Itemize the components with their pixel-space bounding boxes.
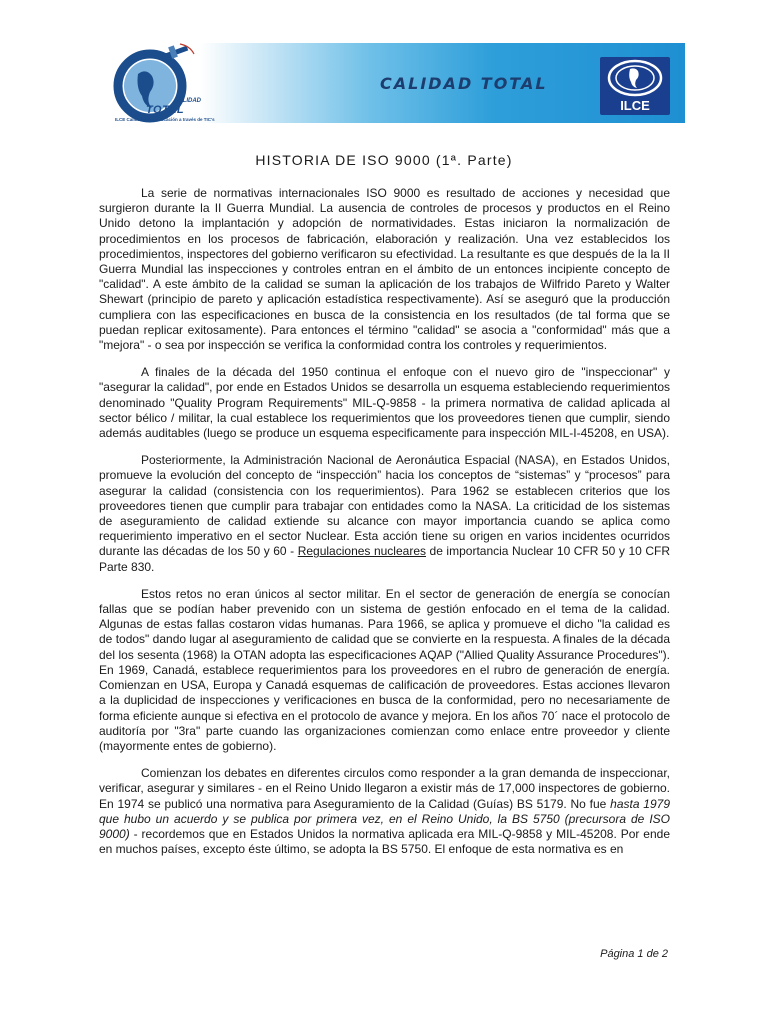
nuclear-regulations-link[interactable]: Regulaciones nucleares xyxy=(297,544,426,559)
page-number: Página 1 de 2 xyxy=(600,948,668,960)
banner-title: CALIDAD TOTAL xyxy=(380,74,548,93)
logo-tagline: ILCE Calidad en la educación a través de TIC's xyxy=(115,117,215,122)
paragraph-5-italic: hasta 1979 que hubo un acuerdo y se publica por primera vez, en el Reino Unido, la BS 5750 (precursora de ISO 9000) xyxy=(99,796,670,841)
paragraph-1: La serie de normativas internacionales ISO 9000 es resultado de acciones y necesidad que surgieron durante la II Guerra Mundial. La ausencia de controles de procesos y productos en el Reino Unido detono la implantación y adopción de normatividades. Estas iniciaron la normalización de procedimientos en los procesos de fabricación, elaboración y realización. Una vez establecidos los procedimientos, inspectores del gobierno verificaron su efectividad. La resultante es que después de la la II Guerra Mundial las inspecciones y controles entran en el ámbito de un entonces incipiente concepto de "calidad". A este ámbito de la calidad se suman la aplicación de los trabajos de Wilfrido Pareto y Walter Shewart (principio de pareto y aplicación estadística respectivamente). Así se aseguró que la producción cumpliera con las especificaciones en busca de la consistencia en los resultados (de tal forma que se puedan replicar exitosamente). Para entonces el término "calidad" se asocia a "conformidad" más que a "mejora" - o sea por inspección se verifica la conformidad contra los controles y requerimientos. xyxy=(99,186,670,353)
paragraph-3 xyxy=(99,453,670,575)
document-body xyxy=(99,186,670,869)
paragraph-5-text-a: Comienzan los debates en diferentes circulos como responder a la gran demanda de inspeccionar, verificar, asegurar y similares - en el Reino Unido llegaron a existir más de 17,000 inspectores de gobierno. En 1974 se publicó una normativa para Aseguramiento de la Calidad (Guías) BS 5179. No fue xyxy=(99,766,670,811)
logo-small-text: CALIDAD xyxy=(174,98,201,104)
logo-total-text: TOTAL xyxy=(146,104,185,116)
ilce-globe-icon xyxy=(600,57,670,99)
paragraph-3-text-a: Posteriormente, la Administración Nacional de Aeronáutica Espacial (NASA), en Estados Unidos, promueve la evolución del concepto de “inspección” hacia los conceptos de “sistemas” y “procesos” para asegurar la calidad (consistencia con los requerimientos). Para 1962 se establecen criterios que los proveedores tienen que cumplir para trabajar con entidades como la NASA. La criticidad de los sistemas de aseguramiento de calidad extiende su alcance con mayor importancia cuando se aplica como requerimiento imperativo en el sector Nuclear. Esta acción tiene su origen en varios incidentes ocurridos durante las décadas de los 50 y 60 - xyxy=(99,453,670,559)
paragraph-3-text-b: de importancia Nuclear 10 CFR 50 y 10 CFR Parte 830. xyxy=(99,544,670,574)
paragraph-4: Estos retos no eran únicos al sector militar. En el sector de generación de energía se conocían fallas que se podían haber prevenido con un sistema de gestión enfocado en el tema de la calidad. Algunas de estas fallas costaron vidas humanas. Para 1966, se aplica y promueve el dicho "la calidad es de todos" dando lugar al aseguramiento de calidad que se convierte en la respuesta. A finales de la década del los sesenta (1968) la OTAN adopta las especificaciones AQAP ("Allied Quality Assurance Procedures"). En 1969, Canadá, establece requerimientos para los proveedores en el rubro de generación de energía. Comienzan en USA, Europa y Canadá esquemas de calificación de proveedores. Estas acciones llevaron a la duplicidad de inspecciones y verificaciones en busca de la conformidad, pero no necesariamente de forma eficiente aunque si efectiva en el protocolo de avance y mejora. En los años 70´ nace el protocolo de auditoría por "3ra" parte cuando las organizaciones comienzan como enlace entre proveedor y cliente (mayormente entes de gobierno). xyxy=(99,586,670,753)
paragraph-2: A finales de la década del 1950 continua el enfoque con el nuevo giro de "inspeccionar" y "asegurar la calidad", por ende en Estados Unidos se desarrolla un esquema estableciendo requerimientos denominado "Quality Program Requirements" MIL-Q-9858 - la primera normativa de calidad aplicada al sector bélico / militar, la cual establece los requerimientos que los proveedores tienen que cumplir, siendo además auditables (luego se produce un esquema especificamente para inspección MIL-I-45208, en USA). xyxy=(99,365,670,441)
paragraph-5-text-b: - recordemos que en Estados Unidos la normativa aplicada era MIL-Q-9858 y MIL-45208. Por ende en muchos países, excepto éste último, se adopta la BS 5750. El enfoque de esta normativa es en xyxy=(99,826,670,857)
paragraph-5 xyxy=(99,766,670,857)
ilce-label: ILCE xyxy=(620,98,650,113)
document-title: HISTORIA DE ISO 9000 (1ª. Parte) xyxy=(255,152,513,168)
